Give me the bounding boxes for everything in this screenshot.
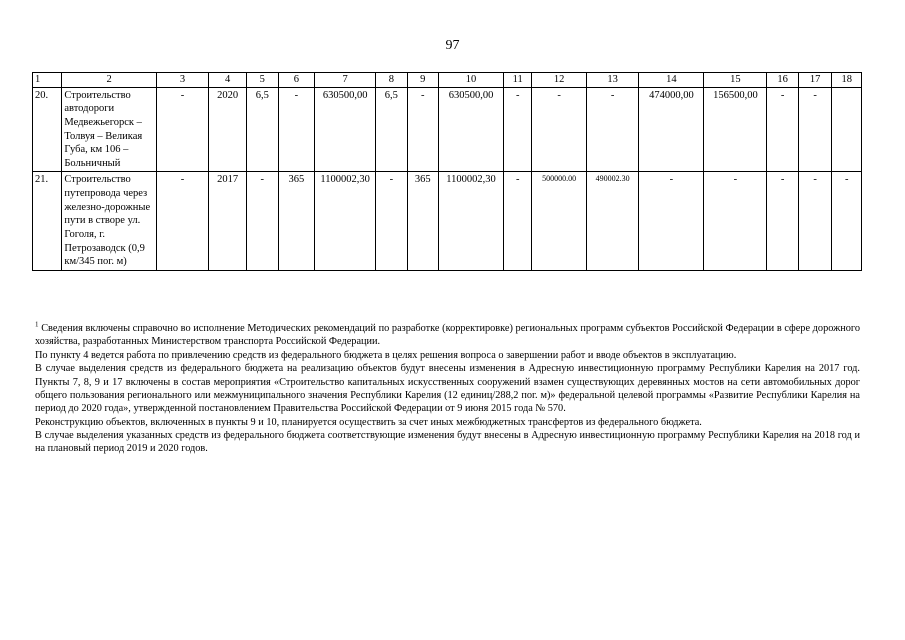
table-cell: 630500,00 xyxy=(315,87,376,172)
column-number-header: 7 xyxy=(315,73,376,88)
table-cell: - xyxy=(532,87,587,172)
table-cell: - xyxy=(504,87,532,172)
table-cell: - xyxy=(639,172,704,270)
column-number-header: 18 xyxy=(832,73,862,88)
table-cell: 2017 xyxy=(209,172,247,270)
column-number-header: 12 xyxy=(532,73,587,88)
column-number-header: 4 xyxy=(209,73,247,88)
column-number-header: 16 xyxy=(767,73,798,88)
row-number-cell: 20. xyxy=(33,87,62,172)
note-paragraph: По пункту 4 ведется работа по привлечению средств из федерального бюджета в целях решения вопроса о завершении работ и вводе объектов в эксплуатацию. xyxy=(35,349,737,361)
footnote-text: Сведения включены справочно во исполнение Методических рекомендаций по разработке (корректировке) региональных программ субъектов Российской Федерации в сфере дорожного хозяйства, разработанных Министерством транспорта Российской Федерации. xyxy=(35,323,861,348)
table-cell: - xyxy=(247,172,278,270)
table-cell: - xyxy=(376,172,407,270)
table-row xyxy=(33,87,862,172)
table-cell: 500000.00 xyxy=(532,172,587,270)
column-number-header: 5 xyxy=(247,73,278,88)
column-number-header: 1 xyxy=(33,73,62,88)
column-number-header: 13 xyxy=(586,73,638,88)
table-cell: 156500,00 xyxy=(704,87,767,172)
table-cell: 1100002,30 xyxy=(439,172,504,270)
column-number-header: 11 xyxy=(504,73,532,88)
column-number-header: 15 xyxy=(704,73,767,88)
column-number-header: 10 xyxy=(439,73,504,88)
column-number-header: 6 xyxy=(278,73,315,88)
table-cell: - xyxy=(798,87,832,172)
column-number-header: 3 xyxy=(156,73,208,88)
object-name-cell: Строительство автодороги Медвежьегорск – Толвуя – Великая Губа, км 106 – Больничный xyxy=(62,87,156,172)
table-cell: - xyxy=(704,172,767,270)
table-cell: 2020 xyxy=(209,87,247,172)
note-paragraph: В случае выделения указанных средств из федерального бюджета соответствующие изменения будут внесены в Адресную инвестиционную программу Республики Карелия на 2018 год и на плановый период 2019 и 2020 годов. xyxy=(35,430,860,455)
object-name-cell: Строительство путепровода через железно-дорожные пути в створе ул. Гоголя, г. Петрозаводск (0,9 км/345 пог. м) xyxy=(62,172,156,270)
note-paragraph: В случае выделения средств из федерального бюджета на реализацию объектов будут внесены изменения в Адресную инвестиционную программу Республики Карелия на 2017 год. Пункты 7, 8, 9 и 17 включены в состав мероприятия «Строительство капитальных искусственных сооружений взамен существующих деревянных мостов на сети автомобильных дорог общего пользования регионального или межмуниципального значения Республики Карелия (12 единиц/288,2 пог. м)» федеральной целевой программы «Развитие Республики Карелия на период до 2020 года», утвержденной постановлением Правительства Российской Федерации от 9 июня 2015 года № 570. xyxy=(35,363,860,415)
table-cell: 474000,00 xyxy=(639,87,704,172)
table-cell: - xyxy=(504,172,532,270)
investment-table xyxy=(32,72,862,271)
table-cell: - xyxy=(798,172,832,270)
table-row xyxy=(33,172,862,270)
row-number-cell: 21. xyxy=(33,172,62,270)
note-paragraph: Реконструкцию объектов, включенных в пункты 9 и 10, планируется осуществить за счет иных межбюджетных трансфертов из федерального бюджета. xyxy=(35,416,702,428)
table-cell: 365 xyxy=(278,172,315,270)
column-number-header: 17 xyxy=(798,73,832,88)
table-cell xyxy=(832,87,862,172)
table-cell: - xyxy=(767,87,798,172)
table-cell: - xyxy=(832,172,862,270)
table-cell: - xyxy=(767,172,798,270)
column-number-header: 2 xyxy=(62,73,156,88)
column-number-header: 9 xyxy=(407,73,438,88)
table-cell: 6,5 xyxy=(376,87,407,172)
table-cell: - xyxy=(407,87,438,172)
table-header-row xyxy=(33,73,862,88)
column-number-header: 14 xyxy=(639,73,704,88)
table-cell: - xyxy=(156,172,208,270)
footnote-paragraph xyxy=(35,322,860,349)
column-number-header: 8 xyxy=(376,73,407,88)
table-cell: - xyxy=(278,87,315,172)
table-cell: 630500,00 xyxy=(439,87,504,172)
table-cell: 1100002,30 xyxy=(315,172,376,270)
table-cell: - xyxy=(156,87,208,172)
footnote-mark: 1 xyxy=(35,320,39,329)
table-cell: 490002.30 xyxy=(586,172,638,270)
table-cell: 365 xyxy=(407,172,438,270)
page-number: 97 xyxy=(445,38,460,53)
table-cell: - xyxy=(586,87,638,172)
table-cell: 6,5 xyxy=(247,87,278,172)
notes-section xyxy=(35,322,860,456)
